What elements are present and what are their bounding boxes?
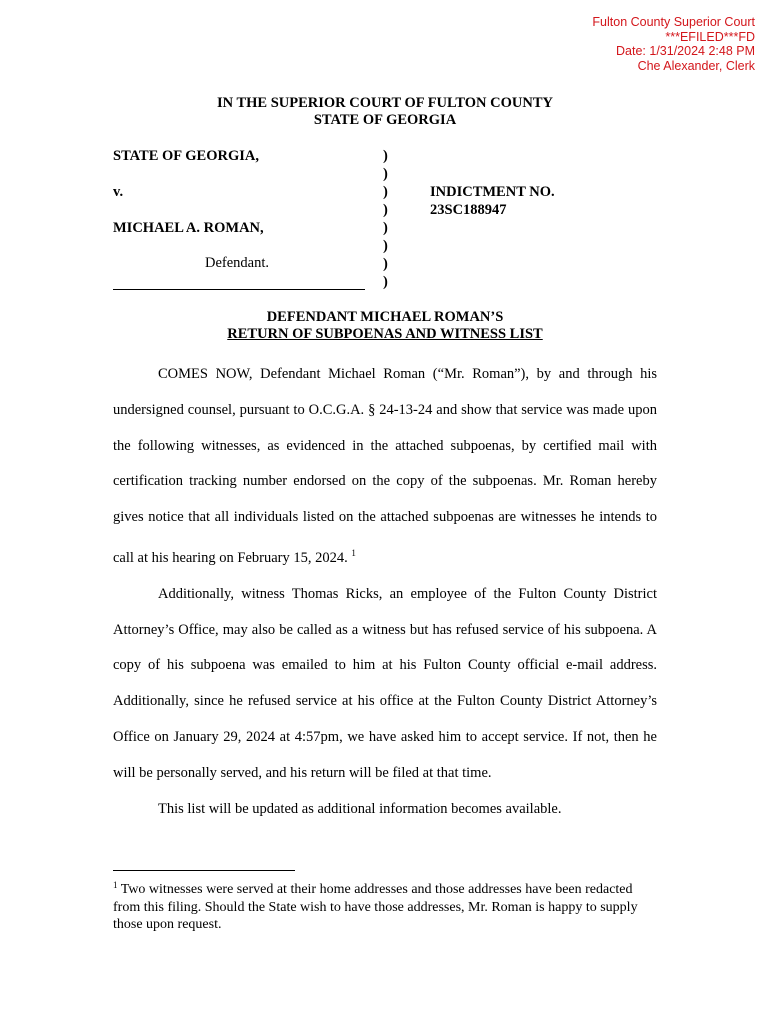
footnote-number: 1 [113, 880, 118, 890]
footnote [113, 877, 643, 934]
paren: ) [383, 202, 388, 218]
body-paragraph-2: Additionally, witness Thomas Ricks, an employee of the Fulton County District Attorney’s Office, may also be called as a witness but has refused service of his subpoena. A copy of his subpoena was emailed to him at his Fulton County official e-mail address. Additionally, since he refused service at his office at the Fulton County District Attorney’s Office on January 29, 2024 at 4:57pm, we have asked him to accept service. If not, then he will be personally served, and his return will be filed at that time. [113, 585, 657, 781]
caption-versus: v. [113, 184, 124, 200]
paren: ) [383, 220, 388, 236]
document-title-line1: DEFENDANT MICHAEL ROMAN’S [266, 309, 504, 325]
document-title [0, 309, 770, 343]
indictment-number: 23SC188947 [430, 202, 507, 218]
body-paragraph-1-text: COMES NOW, Defendant Michael Roman (“Mr. Roman”), by and through his undersigned counsel, pursuant to O.C.G.A. § 24-13-24 and show that service was made upon the following witnesses, as evidenced in the attached subpoenas, by certified mail with certification tracking number endorsed on the copy of the subpoenas. Mr. Roman hereby gives notice that all individuals listed on the attached subpoenas are witnesses he intends to call at his hearing on February 15, 2024. [113, 366, 657, 566]
body-paragraph-1 [113, 357, 657, 577]
stamp-court: Fulton County Superior Court [592, 15, 755, 29]
footnote-reference: 1 [351, 547, 356, 558]
paren: ) [383, 274, 388, 290]
caption-divider [113, 289, 365, 290]
efiled-stamp [592, 15, 755, 73]
paren: ) [383, 256, 388, 272]
caption-defendant-role: Defendant. [205, 255, 270, 271]
paren: ) [383, 166, 388, 182]
footnote-text: Two witnesses were served at their home addresses and those addresses have been redacted from this filing. Should the State wish to have those addresses, Mr. Roman is happy to supply those upon request. [113, 882, 638, 932]
court-heading-line1: IN THE SUPERIOR COURT OF FULTON COUNTY [216, 95, 553, 111]
indictment-label: INDICTMENT NO. [430, 184, 555, 200]
caption-plaintiff: STATE OF GEORGIA, [113, 148, 259, 164]
document-title-line2: RETURN OF SUBPOENAS AND WITNESS LIST [227, 326, 543, 342]
indictment-block [430, 183, 555, 219]
paren: ) [383, 184, 388, 200]
court-heading [0, 95, 770, 129]
paren: ) [383, 148, 388, 164]
document-body [113, 357, 657, 827]
stamp-date: Date: 1/31/2024 2:48 PM [616, 44, 755, 58]
paren: ) [383, 238, 388, 254]
body-paragraph-3: This list will be updated as additional information becomes available. [158, 800, 562, 817]
caption-defendant: MICHAEL A. ROMAN, [113, 220, 264, 236]
stamp-status: ***EFILED***FD [665, 29, 755, 44]
court-heading-line2: STATE OF GEORGIA [313, 112, 457, 128]
stamp-clerk: Che Alexander, Clerk [637, 58, 755, 73]
footnote-divider [113, 870, 295, 871]
